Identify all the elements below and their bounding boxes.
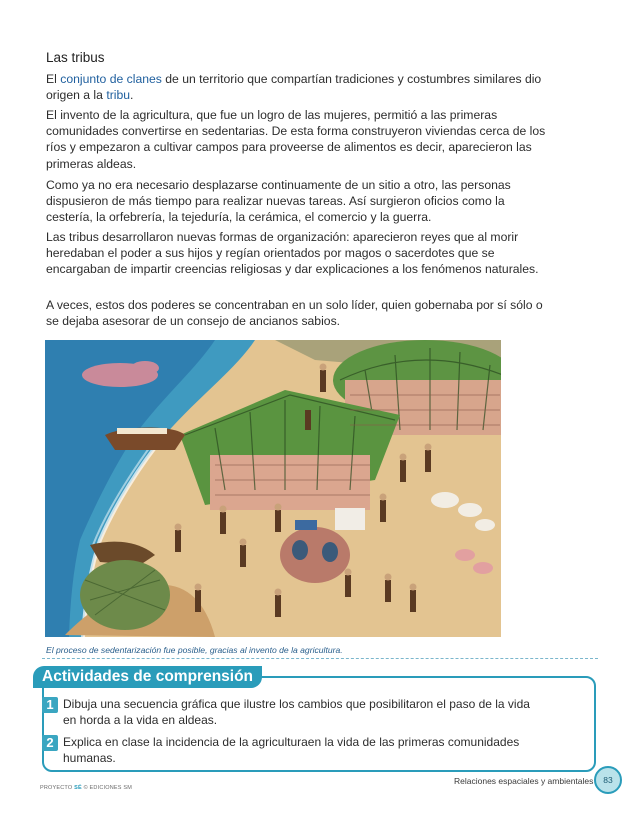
page-number: 83 [603,775,613,785]
term-conjunto-de-clanes: conjunto de clanes [60,72,162,86]
divider [42,658,598,659]
footer-section-label: Relaciones espaciales y ambientales [454,776,594,786]
term-tribu: tribu [106,88,131,103]
paragraph-single-leader: A veces, estos dos poderes se concentraban en un solo líder, quien gobernaba por sí sólo o se dejaba asesorar de un consejo de ancianos sabios. [46,298,543,329]
activities-title: Actividades de comprensión [33,666,262,688]
activity-text-1: Dibuja una secuencia gráfica que ilustre los cambios que posibilitaron el paso de la vida en horda a la vida en aldeas. [63,697,530,727]
section-title: Las tribus [46,50,105,65]
activity-text-2: Explica en clase la incidencia de la agriculturaen la vida de las primeras comunidades humanas. [63,735,520,765]
paragraph-new-trades: Como ya no era necesario desplazarse continuamente de un sitio a otro, las personas dispusieron de más tiempo para realizar nuevas tareas. Así surgieron oficios como la cestería, la orfebrería, la tejeduría, la cerámica, el comercio y la guerra. [46,178,511,225]
figure-caption: El proceso de sedentarización fue posible, gracias al invento de la agricultura. [46,645,343,655]
activity-number-2: 2 [42,735,58,751]
paragraph-agriculture: El invento de la agricultura, que fue un logro de las mujeres, permitió a las primeras comunidades convertirse en sedentarias. De esta forma construyeron viviendas cerca de los ríos y empezaron a cultivar campos para proveerse de alimentos es decir, aparecieron las primeras aldeas. [46,108,546,171]
footer-publisher: PROYECTO SÉ © EDICIONES SM [40,785,132,791]
activity-number-1: 1 [42,697,58,713]
paragraph-organization: Las tribus desarrollaron nuevas formas de organización: aparecieron reyes que al morir heredaban el poder a sus hijos y regían orientados por magos o sacerdotes que se encargaban de impartir creencias religiosas y dar explicaciones a los fenómenos naturales. [46,230,539,277]
paragraph-tribe-definition: El conjunto de clanes de un territorio que compartían tradiciones y costumbres similares dio origen a la tribu. [46,72,542,103]
village-illustration [45,340,501,637]
page-number-badge [594,766,622,794]
